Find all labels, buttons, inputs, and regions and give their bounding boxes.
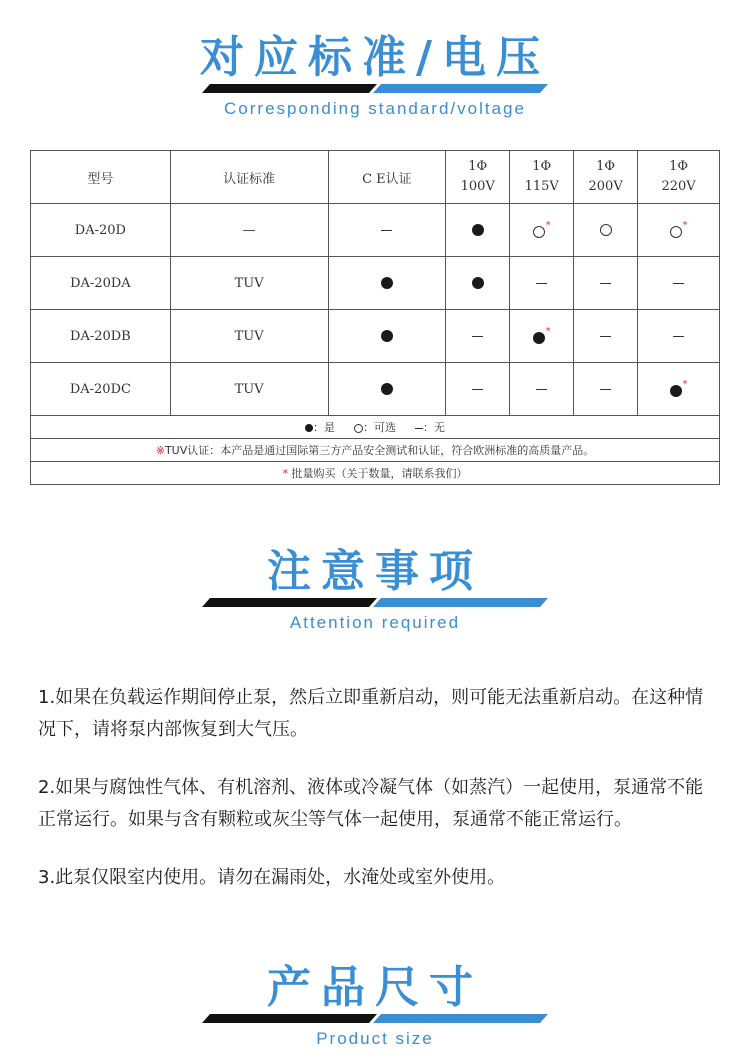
note-mark: ※ (155, 444, 165, 457)
dash-icon (673, 283, 684, 284)
legend-optional: ：可选 (363, 421, 396, 434)
cell-v115 (510, 363, 574, 416)
header-220v: 1Φ 220V (638, 151, 720, 204)
section-divider (202, 598, 548, 607)
dash-icon (600, 389, 611, 390)
legend-row (31, 416, 720, 439)
cell-v200 (574, 257, 638, 310)
note-item: 1.如果在负载运作期间停止泵，然后立即重新启动，则可能无法重新启动。在这种情况下，请将泵内部恢复到大气压。 (38, 687, 704, 740)
note-item: 2.如果与腐蚀性气体、有机溶剂、液体或冷凝气体（如蒸汽）一起使用，泵通常不能正常运行。如果与含有颗粒或灰尘等气体一起使用，泵通常不能正常运行。 (38, 777, 704, 830)
filled-dot-icon (533, 332, 545, 344)
cell-v220 (638, 204, 720, 257)
dash-icon (673, 336, 684, 337)
section-subtitle: Attention required (289, 613, 461, 632)
filled-dot-icon (472, 277, 484, 289)
header-ce: C E认证 (328, 151, 446, 204)
header-115v: 1Φ 115V (510, 151, 574, 204)
cell-v100 (446, 310, 510, 363)
cell-cert: — (170, 204, 328, 257)
table-header-row (31, 151, 720, 204)
cell-v115 (510, 257, 574, 310)
filled-dot-icon (381, 383, 393, 395)
section-divider (202, 1014, 548, 1023)
note-item: 3.此泵仅限室内使用。请勿在漏雨处，水淹处或室外使用。 (38, 867, 506, 888)
note-bulk: 批量购买（关于数量，请联系我们） (291, 467, 468, 480)
table-row (31, 204, 720, 257)
asterisk-icon: * (682, 379, 688, 390)
cell-v100 (446, 363, 510, 416)
dash-icon (472, 336, 483, 337)
section-title: 产品尺寸 (267, 962, 483, 1013)
dash-icon (536, 283, 547, 284)
cell-v200 (574, 363, 638, 416)
cell-cert: TUV (170, 310, 328, 363)
dash-icon (472, 389, 483, 390)
table-row (31, 363, 720, 416)
cell-v100 (446, 204, 510, 257)
note-tuv: TUV认证：本产品是通过国际第三方产品安全测试和认证，符合欧洲标准的高质量产品。 (164, 444, 595, 457)
legend-none: ：无 (423, 421, 445, 434)
attention-notes (38, 682, 718, 920)
cell-model: DA-20DA (31, 257, 171, 310)
dash-icon (600, 283, 611, 284)
filled-dot-icon (381, 277, 393, 289)
legend-yes: ：是 (313, 421, 335, 434)
asterisk-icon: * (545, 326, 551, 337)
table-row (31, 310, 720, 363)
dash-icon (600, 336, 611, 337)
cell-v220 (638, 363, 720, 416)
asterisk-icon: * (545, 220, 551, 231)
note-mark: * (282, 467, 288, 480)
cell-v100 (446, 257, 510, 310)
ring-icon (600, 224, 612, 236)
cell-ce (328, 310, 446, 363)
cell-cert: TUV (170, 363, 328, 416)
section-title: 对应标准/电压 (199, 32, 551, 83)
filled-dot-icon (670, 385, 682, 397)
header-cert: 认证标准 (170, 151, 328, 204)
ring-icon (670, 226, 682, 238)
dash-icon (415, 428, 423, 429)
section-title: 注意事项 (267, 546, 483, 597)
cell-v220 (638, 310, 720, 363)
filled-dot-icon (381, 330, 393, 342)
cell-ce (328, 363, 446, 416)
header-model: 型号 (31, 151, 171, 204)
cell-v115 (510, 204, 574, 257)
cell-model: DA-20DB (31, 310, 171, 363)
cell-cert: TUV (170, 257, 328, 310)
filled-dot-icon (472, 224, 484, 236)
cell-model: DA-20D (31, 204, 171, 257)
cell-v200 (574, 204, 638, 257)
note-row-tuv (31, 439, 720, 462)
section-header-attention (0, 546, 750, 633)
cell-v115 (510, 310, 574, 363)
dash-icon (536, 389, 547, 390)
section-header-standard (0, 32, 750, 119)
standard-voltage-table (30, 150, 720, 485)
cell-v220 (638, 257, 720, 310)
filled-dot-icon (305, 424, 313, 432)
table-row (31, 257, 720, 310)
asterisk-icon: * (682, 220, 688, 231)
section-divider (202, 84, 548, 93)
note-row-bulk (31, 462, 720, 485)
ring-icon (533, 226, 545, 238)
cell-model: DA-20DC (31, 363, 171, 416)
section-subtitle: Product size (316, 1029, 434, 1048)
ring-icon (354, 424, 363, 433)
cell-ce (328, 204, 446, 257)
section-header-size (0, 962, 750, 1049)
cell-ce (328, 257, 446, 310)
cell-v200 (574, 310, 638, 363)
dash-icon (381, 230, 392, 231)
header-200v: 1Φ 200V (574, 151, 638, 204)
header-100v: 1Φ 100V (446, 151, 510, 204)
section-subtitle: Corresponding standard/voltage (224, 99, 526, 118)
